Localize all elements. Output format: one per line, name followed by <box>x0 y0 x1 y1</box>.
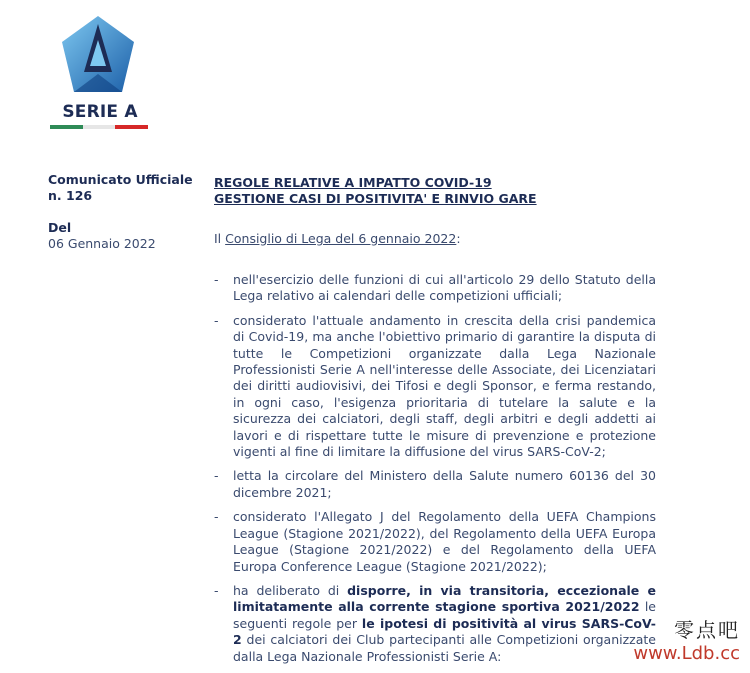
intro-suffix: : <box>456 231 461 246</box>
considerations-list <box>214 272 656 673</box>
italian-flag-stripe <box>50 125 148 129</box>
list-item <box>214 468 656 501</box>
date-label: Del <box>48 220 72 235</box>
item-text: considerato l'attuale andamento in crescita della crisi pandemica di Covid-19, ma anche l'obiettivo primario di garantire la disputa di tutte le Competizioni organizzate dalla Lega Nazionale Professionisti Serie A nell'interesse delle Associate, dei Licenziatari dei diritti audiovisivi, dei Tifosi e degli Sponsor, e ferma restando, in ogni caso, l'esigenza prioritaria di tutelare la salute e la sicurezza dei calciatori, degli staff, degli arbitri e degli addetti ai lavori e di rispettare tutte le misure di prevenzione e protezione vigenti al fine di limitare la diffusione del virus SARS-CoV-2; <box>233 312 656 460</box>
item-bold-text: le ipotesi di positività al virus SARS-CoV-2 <box>233 615 656 648</box>
title-line-2: GESTIONE CASI DI POSITIVITA' E RINVIO GARE <box>214 191 537 206</box>
watermark <box>633 614 740 664</box>
item-text: letta la circolare del Ministero della Salute numero 60136 del 30 dicembre 2021; <box>233 468 656 500</box>
list-item <box>214 509 656 575</box>
watermark-url: www.Ldb.cc <box>633 643 740 664</box>
flag-white <box>83 125 116 129</box>
watermark-chinese: 零点吧 <box>674 618 740 642</box>
logo-text: SERIE A <box>62 102 138 122</box>
serie-a-emblem-icon <box>60 14 136 100</box>
title-line-1: REGOLE RELATIVE A IMPATTO COVID-19 <box>214 175 492 190</box>
bullet-dash-icon: - <box>214 312 219 328</box>
item-bold-text: disporre, in via transitoria, eccezionale e limitatamente alla corrente stagione sportiva 2021/2022 <box>233 582 656 615</box>
bullet-dash-icon: - <box>214 582 219 598</box>
comunicato-number: n. 126 <box>48 188 93 203</box>
document-title <box>214 175 537 207</box>
intro-prefix: Il <box>214 231 226 246</box>
date-block <box>48 220 156 252</box>
item-text-part: dei calciatori dei Club partecipanti alle Competizioni organizzate dalla Lega Nazionale Professionisti Serie A: <box>233 632 656 664</box>
list-item <box>214 583 656 665</box>
intro-council-text: Consiglio di Lega del 6 gennaio 2022 <box>225 231 457 246</box>
flag-green <box>50 125 83 129</box>
item-text-part: ha deliberato di <box>233 582 348 598</box>
item-text-part: le seguenti regole per <box>233 599 656 631</box>
item-text: considerato l'Allegato J del Regolamento della UEFA Champions League (Stagione 2021/2022), del Regolamento della UEFA Europa League (Stagione 2021/2022) e del Regolamento della UEFA Europa Conference League (Stagione 2021/2022); <box>233 509 656 574</box>
flag-red <box>115 125 148 129</box>
serie-a-logo <box>48 14 150 132</box>
comunicato-block <box>48 172 193 204</box>
bullet-dash-icon: - <box>214 509 219 525</box>
list-item <box>214 272 656 305</box>
list-item <box>214 313 656 461</box>
bullet-dash-icon: - <box>214 468 219 484</box>
item-text: nell'esercizio delle funzioni di cui all'articolo 29 dello Statuto della Lega relativo ai calendari delle competizioni ufficiali; <box>233 272 656 304</box>
comunicato-label: Comunicato Ufficiale <box>48 172 193 187</box>
bullet-dash-icon: - <box>214 272 219 287</box>
intro-line <box>214 231 461 246</box>
date-value: 06 Gennaio 2022 <box>48 236 156 251</box>
